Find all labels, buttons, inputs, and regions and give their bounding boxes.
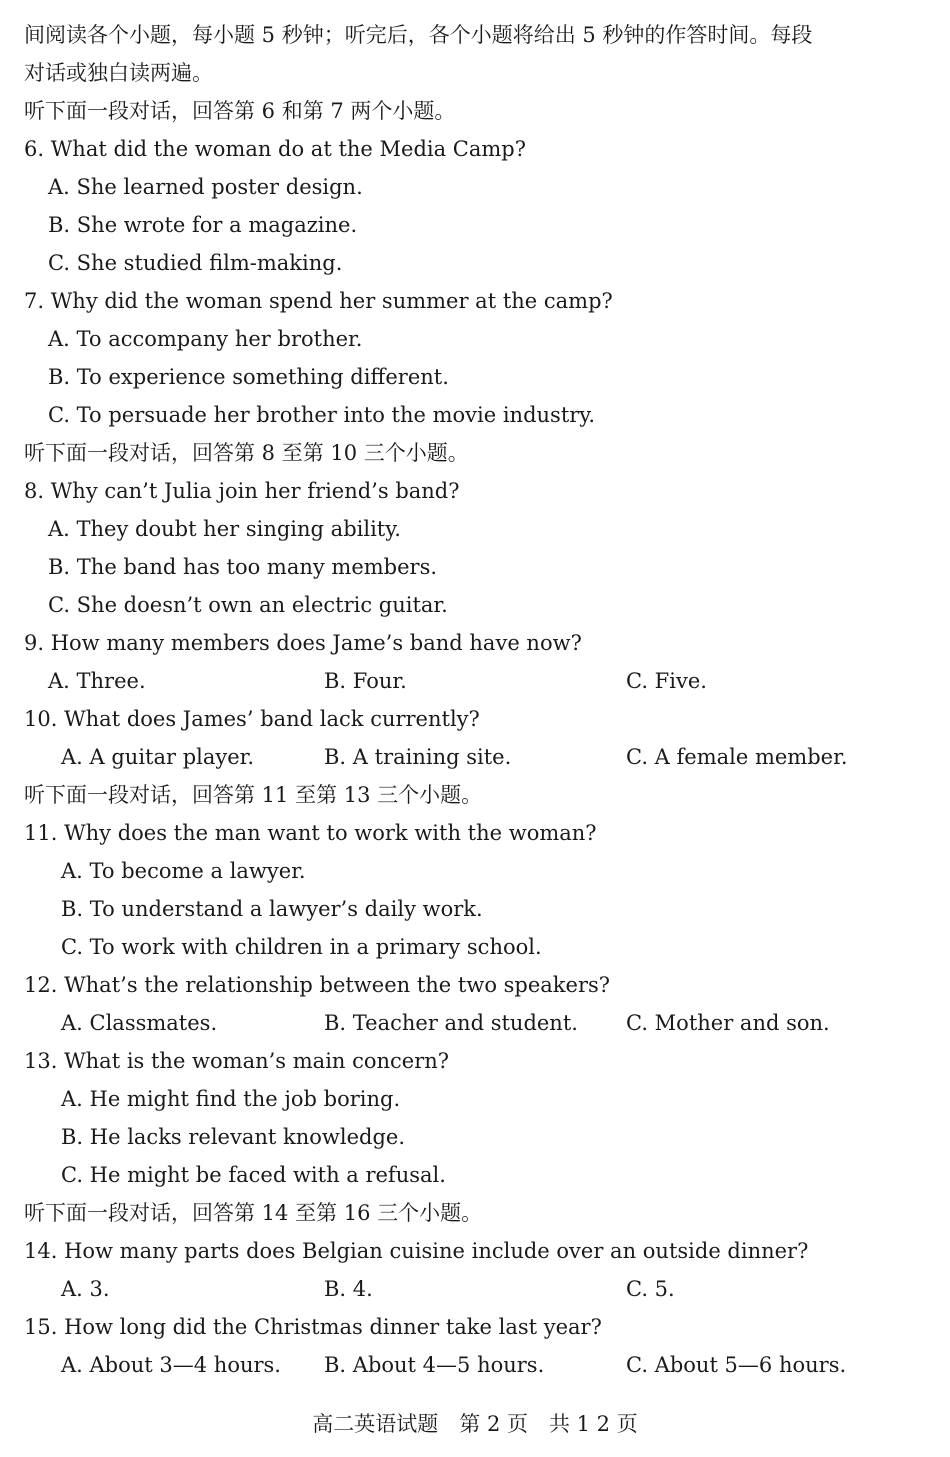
question-stem: 8. Why can’t Julia join her friend’s band? (24, 479, 460, 503)
answer-option: B. Teacher and student. (324, 1011, 578, 1035)
answer-option: C. About 5—6 hours. (626, 1353, 847, 1377)
answer-option: C. He might be faced with a refusal. (61, 1163, 446, 1187)
answer-option: C. Five. (626, 669, 707, 693)
answer-option: A. Three. (48, 669, 146, 693)
answer-options-row (24, 738, 930, 776)
intro-line-2: 对话或独白读两遍。 (24, 61, 213, 85)
answer-option: A. About 3—4 hours. (61, 1353, 281, 1377)
answer-option: C. Mother and son. (626, 1011, 830, 1035)
page-footer: 高二英语试题 第 2 页 共 1 2 页 (312, 1412, 638, 1436)
answer-option: C. A female member. (626, 745, 848, 769)
answer-option: A. A guitar player. (61, 745, 255, 769)
answer-option: A. She learned poster design. (48, 175, 363, 199)
answer-option: B. A training site. (324, 745, 512, 769)
answer-option: A. Classmates. (61, 1011, 218, 1035)
answer-option: B. He lacks relevant knowledge. (61, 1125, 406, 1149)
section-instruction: 听下面一段对话，回答第 6 和第 7 两个小题。 (24, 99, 456, 123)
answer-option: C. She studied film-making. (48, 251, 343, 275)
question-stem: 7. Why did the woman spend her summer at the camp? (24, 289, 613, 313)
answer-option: A. 3. (61, 1277, 110, 1301)
question-stem: 6. What did the woman do at the Media Camp? (24, 137, 527, 161)
section-instruction: 听下面一段对话，回答第 8 至第 10 三个小题。 (24, 441, 469, 465)
answer-option: A. To become a lawyer. (61, 859, 306, 883)
question-stem: 11. Why does the man want to work with the woman? (24, 821, 597, 845)
question-stem: 12. What’s the relationship between the two speakers? (24, 973, 611, 997)
answer-option: B. About 4—5 hours. (324, 1353, 545, 1377)
answer-option: B. 4. (324, 1277, 373, 1301)
answer-option: C. To work with children in a primary school. (61, 935, 542, 959)
answer-option: B. To experience something different. (48, 365, 449, 389)
answer-option: A. He might find the job boring. (61, 1087, 401, 1111)
answer-option: A. They doubt her singing ability. (48, 517, 401, 541)
question-stem: 14. How many parts does Belgian cuisine include over an outside dinner? (24, 1239, 809, 1263)
answer-option: A. To accompany her brother. (48, 327, 363, 351)
answer-option: C. She doesn’t own an electric guitar. (48, 593, 448, 617)
answer-option: C. To persuade her brother into the movie industry. (48, 403, 596, 427)
section-instruction: 听下面一段对话，回答第 11 至第 13 三个小题。 (24, 783, 483, 807)
answer-option: B. She wrote for a magazine. (48, 213, 358, 237)
section-instruction: 听下面一段对话，回答第 14 至第 16 三个小题。 (24, 1201, 483, 1225)
answer-options-row (24, 1004, 930, 1042)
question-stem: 15. How long did the Christmas dinner take last year? (24, 1315, 602, 1339)
intro-line-1: 间阅读各个小题，每小题 5 秒钟；听完后，各个小题将给出 5 秒钟的作答时间。每段 (24, 23, 813, 47)
answer-option: C. 5. (626, 1277, 675, 1301)
answer-options-row (24, 662, 930, 700)
question-stem: 9. How many members does Jame’s band have now? (24, 631, 582, 655)
answer-option: B. Four. (324, 669, 407, 693)
answer-option: B. The band has too many members. (48, 555, 438, 579)
answer-options-row (24, 1346, 930, 1384)
answer-option: B. To understand a lawyer’s daily work. (61, 897, 483, 921)
answer-options-row (24, 1270, 930, 1308)
question-stem: 13. What is the woman’s main concern? (24, 1049, 450, 1073)
question-stem: 10. What does James’ band lack currently? (24, 707, 480, 731)
